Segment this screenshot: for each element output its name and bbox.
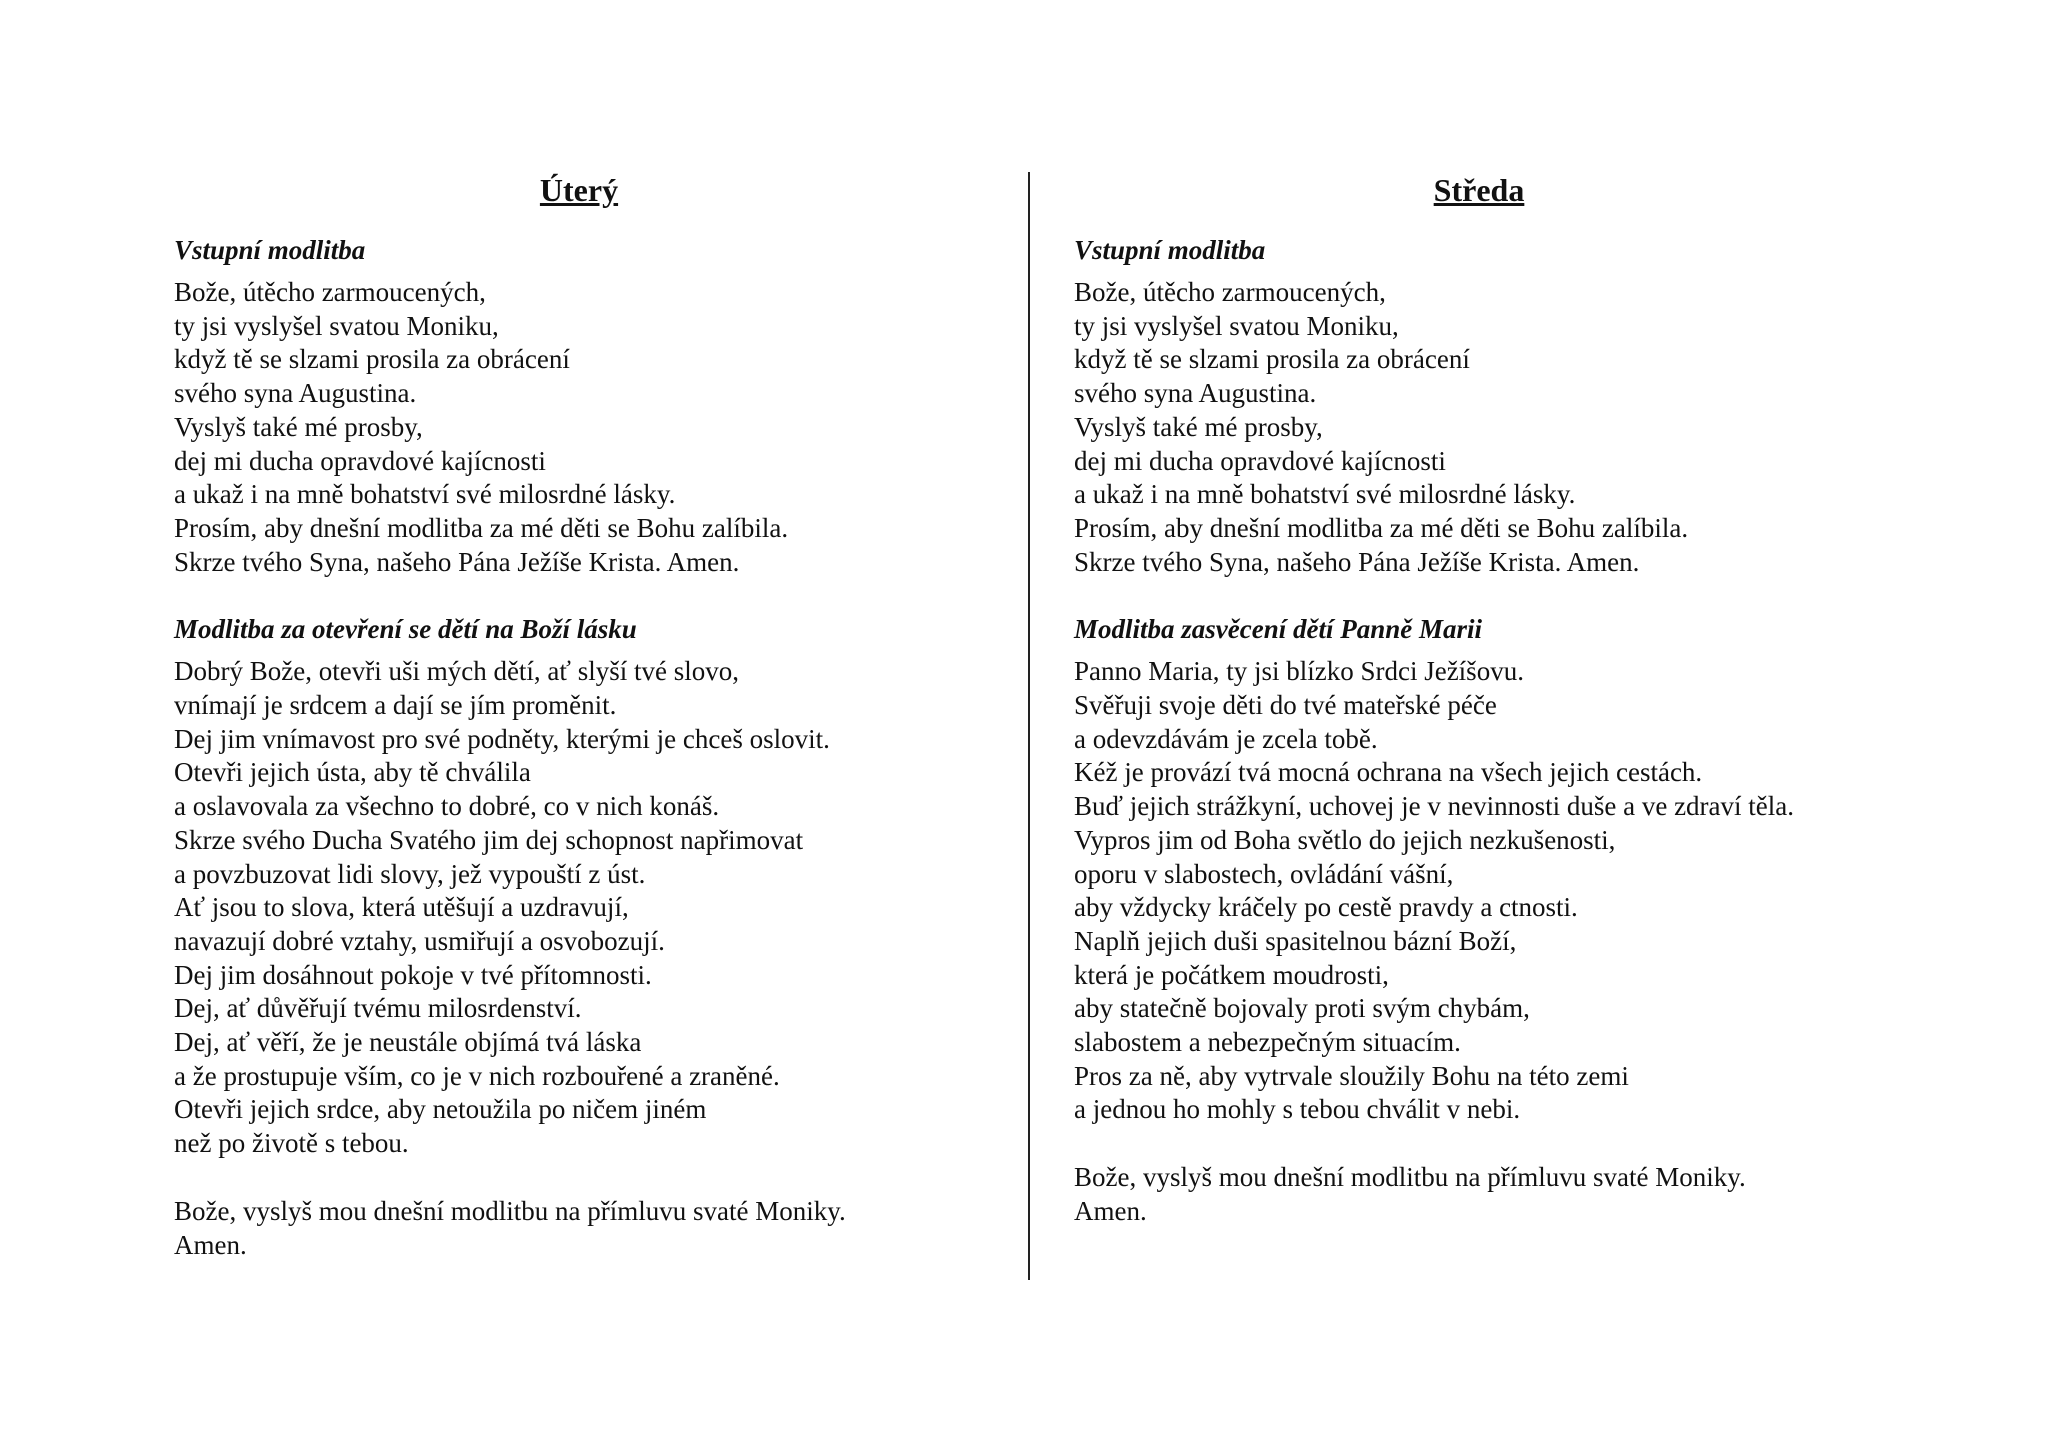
text-line: Bože, útěcho zarmoucených, <box>174 277 486 307</box>
text-line: ty jsi vyslyšel svatou Moniku, <box>174 310 499 341</box>
text-line: a ukaž i na mně bohatství své milosrdné lásky. <box>174 479 676 510</box>
text-line: a odevzdávám je zcela tobě. <box>1074 723 1378 754</box>
text-line: svého syna Augustina. <box>174 378 417 409</box>
text-line: Prosím, aby dnešní modlitba za mé děti se Bohu zalíbila. <box>174 512 789 543</box>
text-line: Bože, útěcho zarmoucených, <box>1074 277 1386 307</box>
intro-prayer-tuesday <box>174 276 984 579</box>
text-line: Pros za ně, aby vytrvale sloužily Bohu na této zemi <box>1074 1060 1629 1091</box>
text-line: navazují dobré vztahy, usmiřují a osvobozují. <box>174 925 665 956</box>
text-line: Buď jejich strážkyní, uchovej je v nevinnosti duše a ve zdraví těla. <box>1074 791 1794 822</box>
text-line: Panno Maria, ty jsi blízko Srdci Ježíšovu. <box>1074 656 1524 687</box>
intro-prayer-wednesday <box>1074 276 1924 579</box>
text-line: Otevři jejich ústa, aby tě chválila <box>174 757 531 788</box>
text-line: Skrze svého Ducha Svatého jim dej schopnost napřimovat <box>174 824 804 855</box>
day-title-tuesday: Úterý <box>539 172 619 208</box>
text-line: aby statečně bojovaly proti svým chybám, <box>1074 993 1530 1024</box>
intro-heading-wednesday: Vstupní modlitba <box>1074 235 1266 265</box>
text-line: oporu v slabostech, ovládání vášní, <box>1074 858 1454 889</box>
text-line: Dobrý Bože, otevři uši mých dětí, ať slyší tvé slovo, <box>174 656 739 687</box>
text-line: když tě se slzami prosila za obrácení <box>174 344 570 375</box>
closing-wednesday <box>1074 1161 1924 1228</box>
text-line: Ať jsou to slova, která utěšují a uzdravují, <box>174 892 629 923</box>
text-line: když tě se slzami prosila za obrácení <box>1074 344 1470 375</box>
prayer-heading-tuesday: Modlitba za otevření se dětí na Boží lásku <box>174 614 637 645</box>
text-line: Vyslyš také mé prosby, <box>1074 411 1323 442</box>
text-line: Vypros jim od Boha světlo do jejich nezkušenosti, <box>1074 824 1616 855</box>
text-line: Naplň jejich duši spasitelnou bázní Boží, <box>1074 925 1517 956</box>
text-line: a že prostupuje vším, co je v nich rozbouřené a zraněné. <box>174 1060 780 1091</box>
text-line: a oslavovala za všechno to dobré, co v nich konáš. <box>174 791 720 822</box>
text-line: dej mi ducha opravdové kajícnosti <box>1074 445 1446 476</box>
text-line: Dej, ať věří, že je neustále objímá tvá láska <box>174 1027 642 1058</box>
text-line: slabostem a nebezpečným situacím. <box>1074 1027 1461 1058</box>
text-line: Svěřuji svoje děti do tvé mateřské péče <box>1074 690 1497 721</box>
text-line: a povzbuzovat lidi slovy, jež vypouští z úst. <box>174 858 646 889</box>
text-line: než po životě s tebou. <box>174 1128 409 1159</box>
column-divider <box>1028 172 1030 1280</box>
text-line: Prosím, aby dnešní modlitba za mé děti se Bohu zalíbila. <box>1074 512 1689 543</box>
text-line: Otevři jejich srdce, aby netoužila po ničem jiném <box>174 1094 707 1125</box>
text-line: aby vždycky kráčely po cestě pravdy a ctnosti. <box>1074 892 1578 923</box>
text-line: a jednou ho mohly s tebou chválit v nebi. <box>1074 1094 1521 1125</box>
main-prayer-wednesday <box>1074 655 1924 1127</box>
text-line: Skrze tvého Syna, našeho Pána Ježíše Krista. Amen. <box>174 546 740 577</box>
text-line: Skrze tvého Syna, našeho Pána Ježíše Krista. Amen. <box>1074 546 1640 577</box>
main-prayer-tuesday <box>174 655 984 1161</box>
tuesday-column <box>174 168 984 1262</box>
text-line: a ukaž i na mně bohatství své milosrdné lásky. <box>1074 479 1576 510</box>
text-line: vnímají je srdcem a dají se jím proměnit. <box>174 690 617 721</box>
text-line: dej mi ducha opravdové kajícnosti <box>174 445 546 476</box>
text-line: Amen. <box>1074 1195 1147 1226</box>
text-line: Amen. <box>174 1229 247 1260</box>
intro-heading-tuesday: Vstupní modlitba <box>174 235 366 265</box>
text-line: Dej jim vnímavost pro své podněty, kterými je chceš oslovit. <box>174 723 830 754</box>
closing-tuesday <box>174 1195 984 1262</box>
day-title-wednesday: Středa <box>1433 172 1525 208</box>
text-line: svého syna Augustina. <box>1074 378 1317 409</box>
wednesday-column <box>1074 168 1924 1229</box>
text-line: Bože, vyslyš mou dnešní modlitbu na přímluvu svaté Moniky. <box>174 1195 846 1226</box>
text-line: Dej jim dosáhnout pokoje v tvé přítomnosti. <box>174 959 652 990</box>
text-line: Bože, vyslyš mou dnešní modlitbu na přímluvu svaté Moniky. <box>1074 1162 1746 1193</box>
prayer-heading-wednesday: Modlitba zasvěcení dětí Panně Marii <box>1074 614 1482 645</box>
text-line: Kéž je provází tvá mocná ochrana na všech jejich cestách. <box>1074 757 1703 788</box>
text-line: ty jsi vyslyšel svatou Moniku, <box>1074 310 1399 341</box>
text-line: Dej, ať důvěřují tvému milosrdenství. <box>174 993 582 1024</box>
text-line: která je počátkem moudrosti, <box>1074 959 1389 990</box>
text-line: Vyslyš také mé prosby, <box>174 411 423 442</box>
